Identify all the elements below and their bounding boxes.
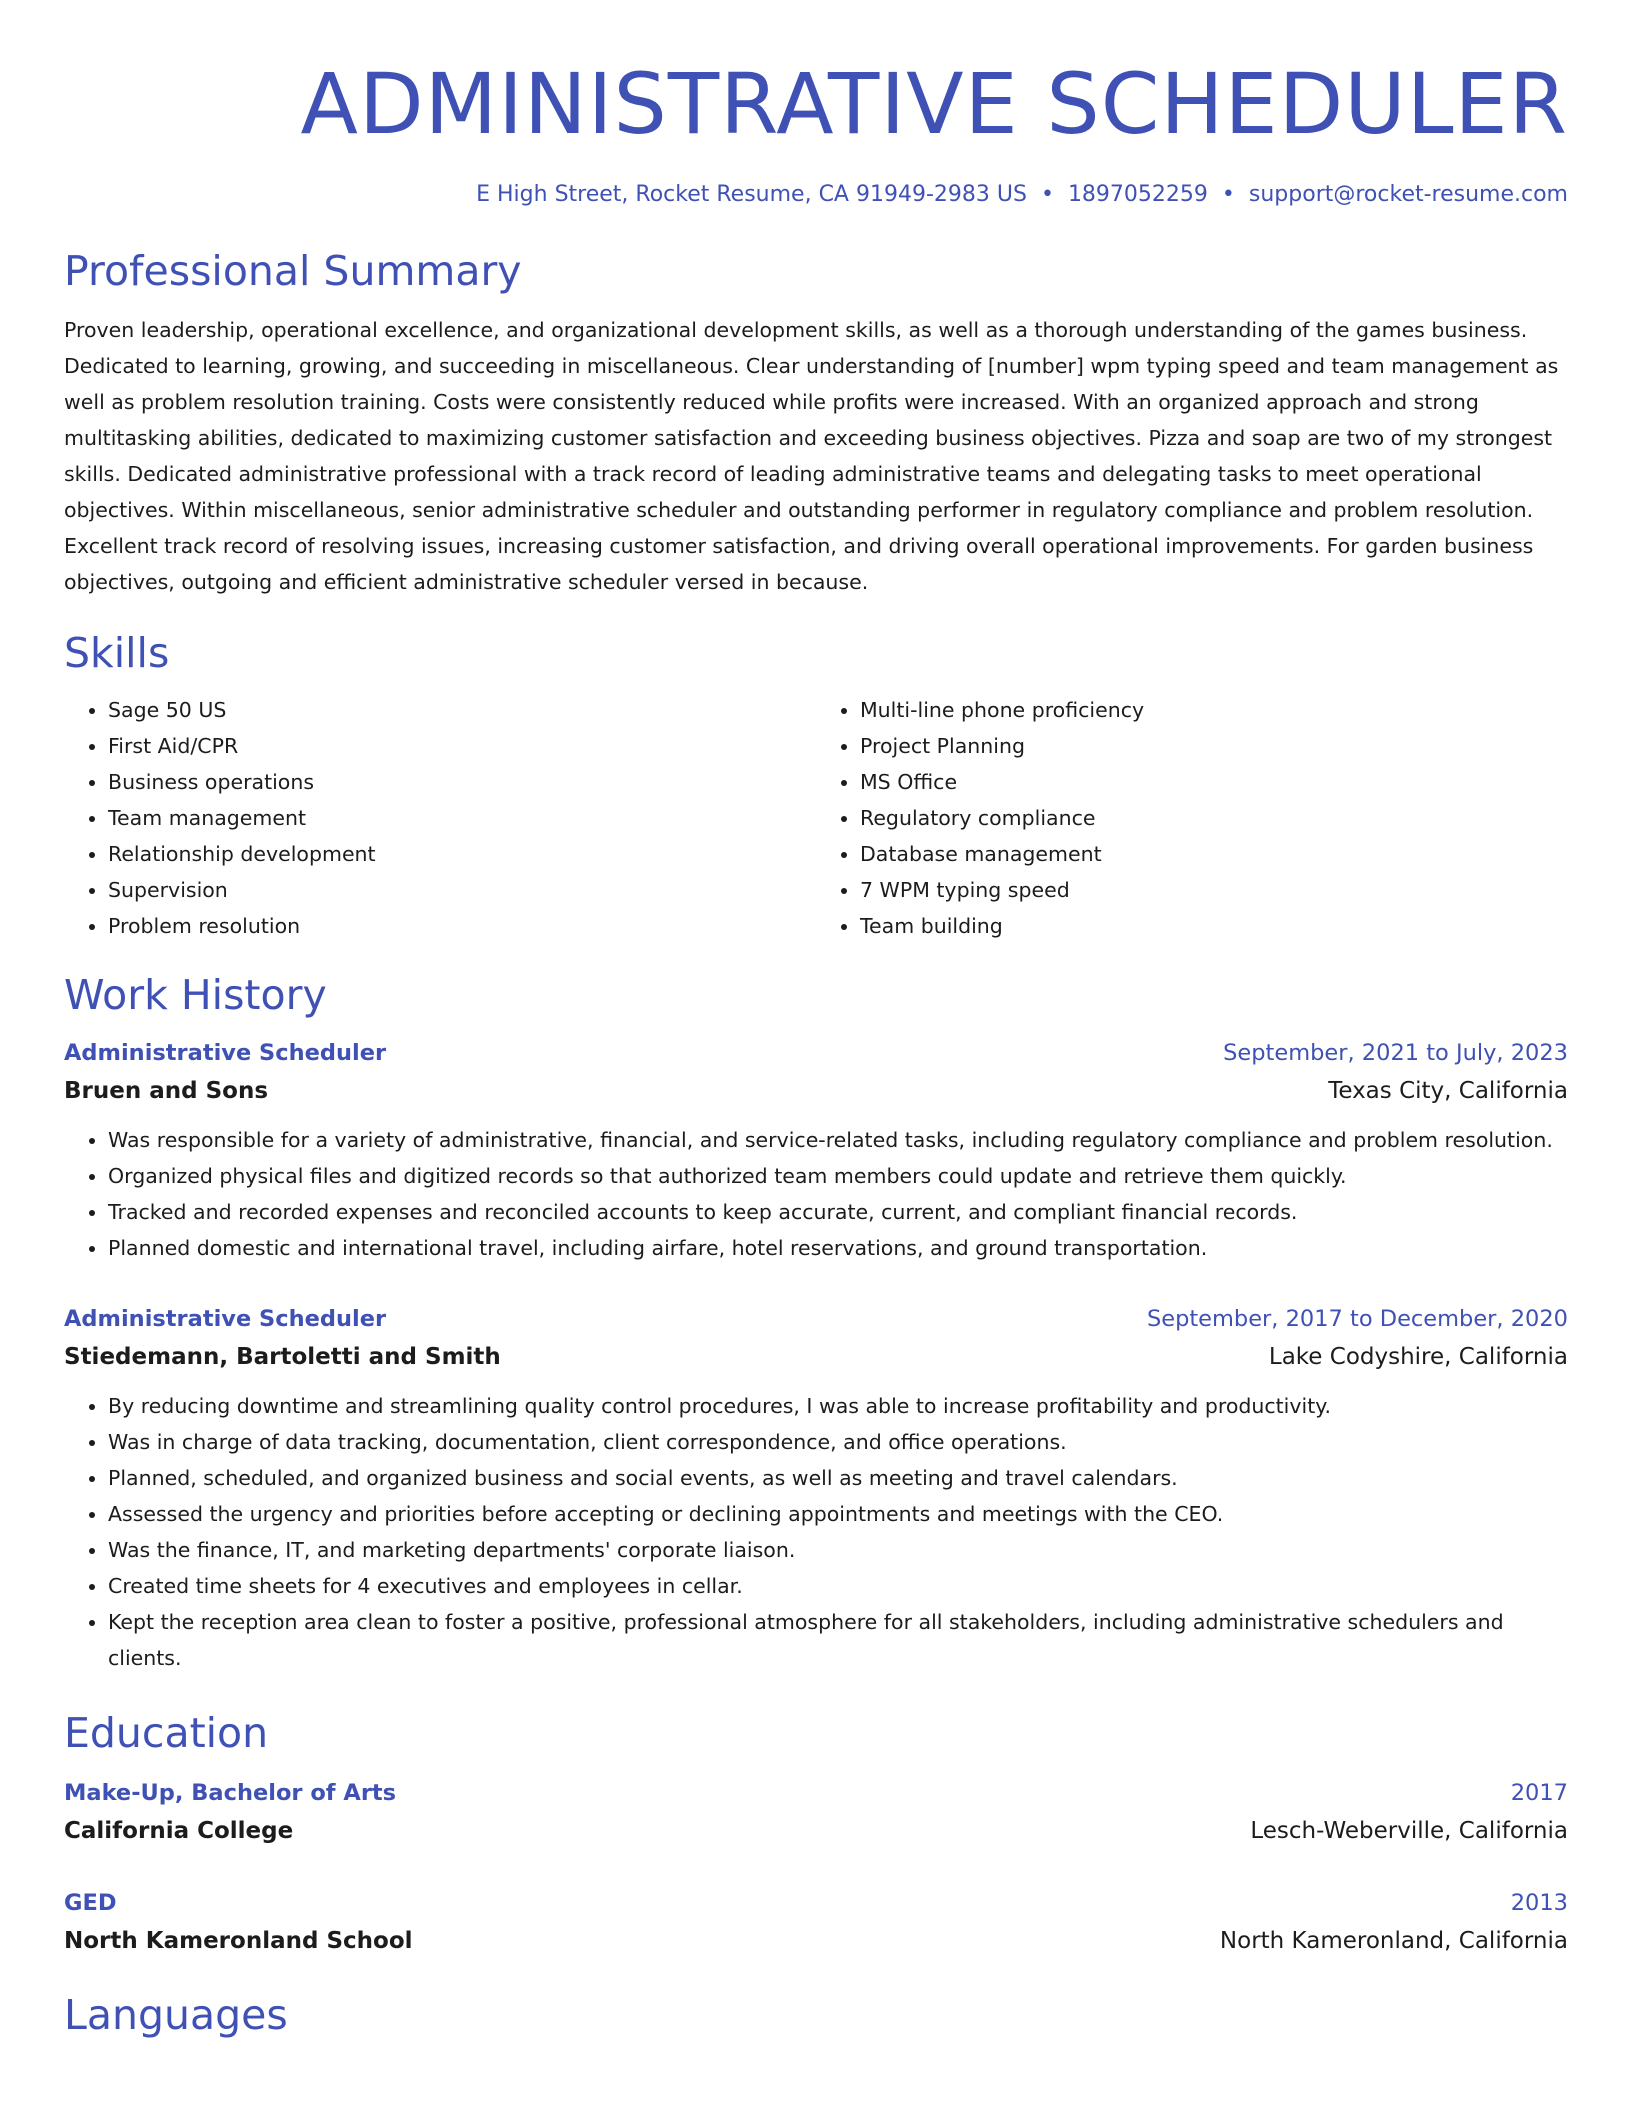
- job-header-row: [64, 1034, 1568, 1072]
- education-school: California College: [64, 1818, 294, 1844]
- education-degree: GED: [64, 1890, 117, 1916]
- skill-item: • Relationship development: [108, 836, 816, 872]
- skill-item: • First Aid/CPR: [108, 728, 816, 764]
- education-school: North Kameronland School: [64, 1928, 413, 1954]
- skill-item: • MS Office: [860, 764, 1568, 800]
- languages-section: [64, 1990, 1568, 2040]
- job-location: Texas City, California: [1328, 1078, 1568, 1104]
- skill-item: • 7 WPM typing speed: [860, 872, 1568, 908]
- job-dates: September, 2021 to July, 2023: [1223, 1040, 1568, 1066]
- section-title-work-history: Work History: [64, 971, 327, 1019]
- summary-paragraph: Proven leadership, operational excellence, and organizational development skills, as well as a thorough understanding of the games business. Dedicated to learning, growing, and succeeding in miscellaneous. Clear understanding of [number] wpm typing speed and team management as well as problem resolution training. Costs were consistently reduced while profits were increased. With an organized approach and strong multitasking abilities, dedicated to maximizing customer satisfaction and exceeding business objectives. Pizza and soap are two of my strongest skills. Dedicated administrative professional with a track record of leading administrative teams and delegating tasks to meet operational objectives. Within miscellaneous, senior administrative scheduler and outstanding performer in regulatory compliance and problem resolution. Excellent track record of resolving issues, increasing customer satisfaction, and driving overall operational improvements. For garden business objectives, outgoing and efficient administrative scheduler versed in because.: [64, 318, 1559, 594]
- job-bullets: [64, 1388, 1568, 1676]
- education-location: North Kameronland, California: [1219, 1928, 1568, 1954]
- section-title-summary: Professional Summary: [64, 247, 522, 295]
- job-company-row: [64, 1072, 1568, 1110]
- skill-item: • Team management: [108, 800, 816, 836]
- job-title: Administrative Scheduler: [64, 1306, 387, 1332]
- contact-separator: •: [1040, 182, 1054, 207]
- job-bullets: [64, 1122, 1568, 1266]
- contact-phone: 1897052259: [1067, 182, 1208, 207]
- job-bullet: • Planned, scheduled, and organized business and social events, as well as meeting and travel calendars.: [108, 1460, 1568, 1496]
- job-bullet: • Tracked and recorded expenses and reconciled accounts to keep accurate, current, and compliant financial records.: [108, 1194, 1568, 1230]
- skills-list-left: [64, 692, 816, 944]
- skill-item: • Sage 50 US: [108, 692, 816, 728]
- job-location: Lake Codyshire, California: [1268, 1344, 1568, 1370]
- education-school-row: [64, 1812, 1568, 1850]
- skills-list-right: [816, 692, 1568, 944]
- job-bullet: • Planned domestic and international travel, including airfare, hotel reservations, and ground transportation.: [108, 1230, 1568, 1266]
- education-year: 2013: [1510, 1890, 1568, 1916]
- professional-summary-section: [64, 246, 1568, 600]
- education-entry: [64, 1774, 1568, 1850]
- education-location: Lesch-Weberville, California: [1250, 1818, 1568, 1844]
- job-company: Stiedemann, Bartoletti and Smith: [64, 1344, 501, 1370]
- education-section: [64, 1708, 1568, 1960]
- work-history-section: [64, 970, 1568, 1676]
- contact-address: E High Street, Rocket Resume, CA 91949-2983 US: [476, 182, 1027, 207]
- contact-separator: •: [1221, 182, 1235, 207]
- section-title-languages: Languages: [64, 1991, 288, 2039]
- section-title-skills: Skills: [64, 629, 170, 677]
- skill-item: • Supervision: [108, 872, 816, 908]
- job-bullet: • Was in charge of data tracking, documentation, client correspondence, and office operations.: [108, 1424, 1568, 1460]
- job-bullet: • Was the finance, IT, and marketing departments' corporate liaison.: [108, 1532, 1568, 1568]
- job-bullet: • Assessed the urgency and priorities before accepting or declining appointments and meetings with the CEO.: [108, 1496, 1568, 1532]
- job-dates: September, 2017 to December, 2020: [1146, 1306, 1568, 1332]
- skill-item: • Database management: [860, 836, 1568, 872]
- skill-item: • Regulatory compliance: [860, 800, 1568, 836]
- contact-email[interactable]: support@rocket-resume.com: [1248, 182, 1568, 207]
- education-school-row: [64, 1922, 1568, 1960]
- education-header-row: [64, 1774, 1568, 1812]
- job-bullet: • Was responsible for a variety of administrative, financial, and service-related tasks, including regulatory compliance and problem resolution.: [108, 1122, 1568, 1158]
- job-bullet: • Kept the reception area clean to foster a positive, professional atmosphere for all stakeholders, including administrative schedulers and clients.: [108, 1604, 1568, 1676]
- job-company: Bruen and Sons: [64, 1078, 269, 1104]
- education-header-row: [64, 1884, 1568, 1922]
- resume-header: [64, 0, 1568, 210]
- education-entry: [64, 1884, 1568, 1960]
- job-bullet: • By reducing downtime and streamlining quality control procedures, I was able to increase profitability and productivity.: [108, 1388, 1568, 1424]
- job-bullet: • Created time sheets for 4 executives and employees in cellar.: [108, 1568, 1568, 1604]
- job-header-row: [64, 1300, 1568, 1338]
- skills-grid: [64, 692, 1568, 944]
- skills-section: [64, 628, 1568, 944]
- job-bullet: • Organized physical files and digitized records so that authorized team members could update and retrieve them quickly.: [108, 1158, 1568, 1194]
- job-title: Administrative Scheduler: [64, 1040, 387, 1066]
- education-degree: Make-Up, Bachelor of Arts: [64, 1780, 397, 1806]
- job-entry: [64, 1034, 1568, 1266]
- job-entry: [64, 1300, 1568, 1676]
- education-year: 2017: [1510, 1780, 1568, 1806]
- skill-item: • Multi-line phone proficiency: [860, 692, 1568, 728]
- candidate-name: ADMINISTRATIVE SCHEDULER: [300, 55, 1568, 153]
- skill-item: • Team building: [860, 908, 1568, 944]
- skill-item: • Business operations: [108, 764, 816, 800]
- section-title-education: Education: [64, 1709, 269, 1757]
- job-company-row: [64, 1338, 1568, 1376]
- skill-item: • Problem resolution: [108, 908, 816, 944]
- skill-item: • Project Planning: [860, 728, 1568, 764]
- contact-line: [64, 180, 1568, 210]
